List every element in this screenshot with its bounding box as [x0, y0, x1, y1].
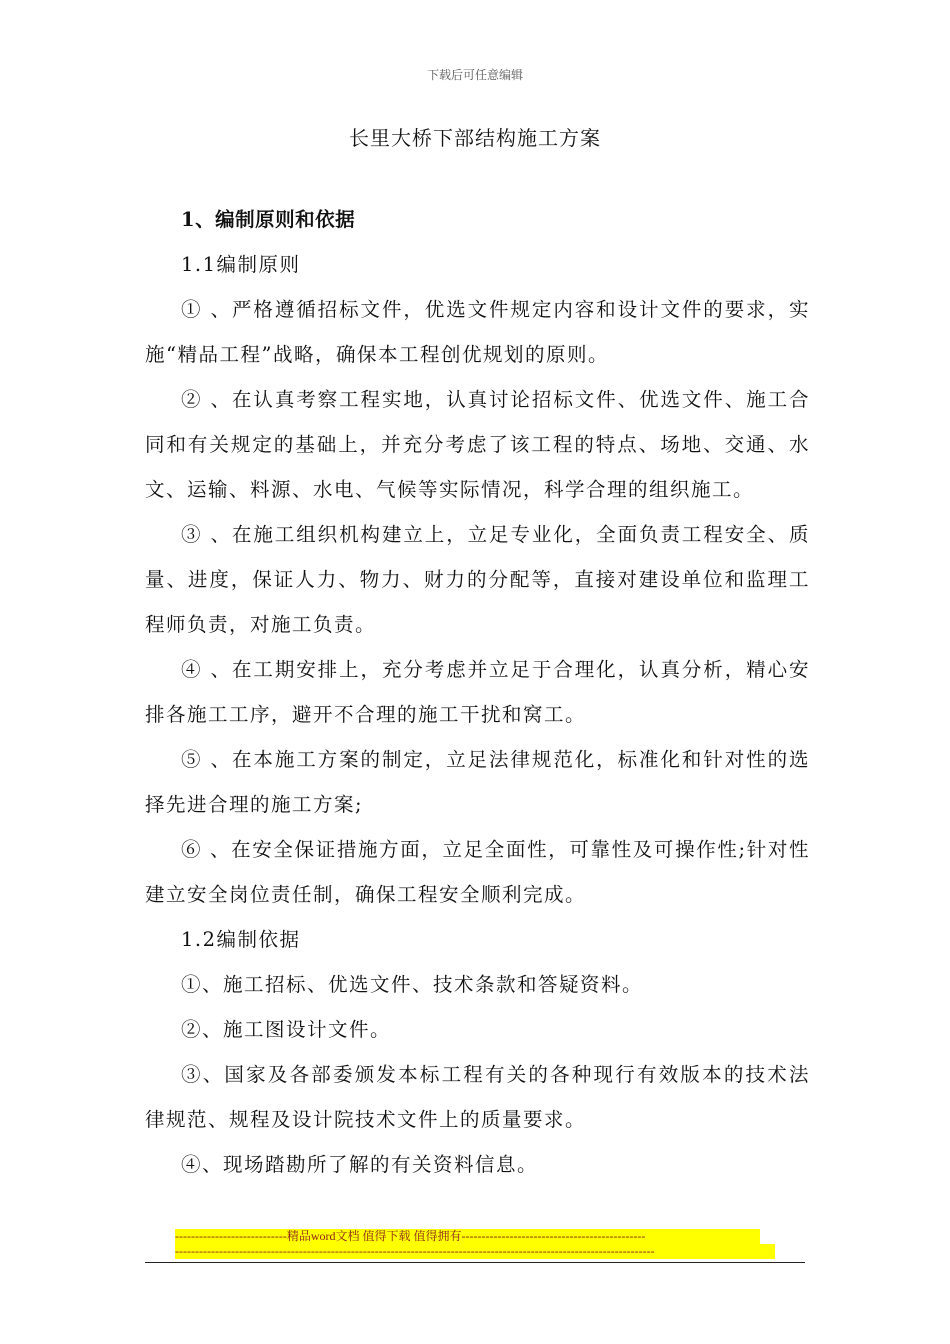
body-paragraph: ②、施工图设计文件。	[181, 1018, 392, 1041]
section-heading: 1、编制原则和依据	[181, 208, 356, 231]
document-title: 长里大桥下部结构施工方案	[349, 126, 601, 150]
body-paragraph: ③、国家及各部委颁发本标工程有关的各种现行有效版本的技术法律规范、规程及设计院技术文件上的质量要求。	[145, 1063, 810, 1131]
footer-banner-line: ----------------------------精品word文档 值得下载 值得拥有----------------------------------------------	[175, 1229, 760, 1244]
footer-divider	[145, 1262, 805, 1263]
body-paragraph: ④、现场踏勘所了解的有关资料信息。	[181, 1153, 539, 1176]
footer-banner-line: ------------------------------------------------------------------------------------------------------------------------	[175, 1244, 775, 1259]
header-note: 下载后可任意编辑	[426, 68, 523, 82]
document-body	[145, 197, 810, 1187]
body-paragraph: ⑥ 、在安全保证措施方面，立足全面性，可靠性及可操作性;针对性建立安全岗位责任制，确保工程安全顺利完成。	[145, 838, 810, 906]
body-paragraph: ① 、严格遵循招标文件，优选文件规定内容和设计文件的要求，实施“精品工程”战略，确保本工程创优规划的原则。	[145, 298, 810, 366]
subsection-heading: 1.1编制原则	[181, 253, 301, 276]
body-paragraph: ①、施工招标、优选文件、技术条款和答疑资料。	[181, 973, 644, 996]
body-paragraph: ③ 、在施工组织机构建立上，立足专业化，全面负责工程安全、质量、进度，保证人力、物力、财力的分配等，直接对建设单位和监理工程师负责，对施工负责。	[145, 523, 810, 636]
body-paragraph: ④ 、在工期安排上，充分考虑并立足于合理化，认真分析，精心安排各施工工序，避开不合理的施工干扰和窝工。	[145, 658, 810, 726]
footer-banner	[175, 1229, 775, 1259]
body-paragraph: ⑤ 、在本施工方案的制定，立足法律规范化，标准化和针对性的选择先进合理的施工方案;	[145, 748, 810, 816]
subsection-heading: 1.2编制依据	[181, 928, 301, 951]
body-paragraph: ② 、在认真考察工程实地，认真讨论招标文件、优选文件、施工合同和有关规定的基础上，并充分考虑了该工程的特点、场地、交通、水文、运输、料源、水电、气候等实际情况，科学合理的组织施工。	[145, 388, 810, 501]
